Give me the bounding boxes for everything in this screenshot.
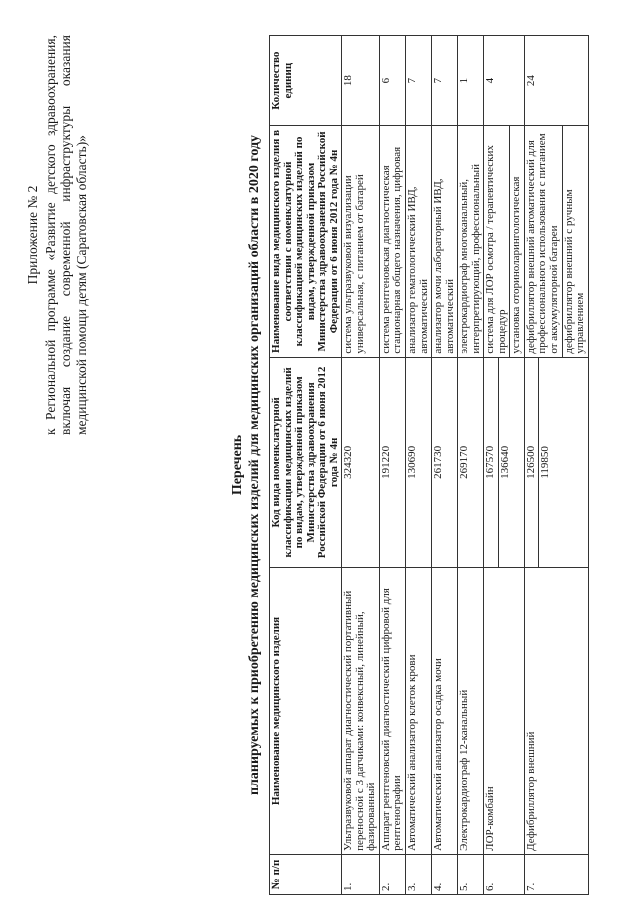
row-code: 324320 xyxy=(342,357,380,568)
row-qty: 7 xyxy=(406,36,432,126)
row-code: 126500 xyxy=(524,445,537,479)
table-row xyxy=(342,36,380,895)
row-name: Дефибриллятор внешний xyxy=(524,568,588,855)
row-kind: система для ЛОР осмотра / терапевтических процедур xyxy=(484,145,508,354)
table-row xyxy=(432,36,458,895)
row-qty: 6 xyxy=(379,36,405,126)
medical-devices-table xyxy=(269,35,589,895)
header-name: Наименование медицинского изделия xyxy=(270,568,342,855)
row-qty: 24 xyxy=(524,36,588,126)
row-kind-secondary: установка оториноларингологическая xyxy=(509,126,523,356)
title-line-1: Перечень xyxy=(230,434,245,496)
header-no: № п/п xyxy=(270,854,342,894)
row-no: 1. xyxy=(342,854,380,894)
row-name: ЛОР-комбайн xyxy=(484,568,525,855)
table-row xyxy=(484,36,525,895)
row-name: Автоматический анализатор клеток крови xyxy=(406,568,432,855)
row-qty: 7 xyxy=(432,36,458,126)
row-kind: анализатор гематологический ИВД, автоматический xyxy=(406,126,432,357)
row-code-secondary: 136640 xyxy=(498,358,512,568)
table-row xyxy=(524,36,588,895)
document-title xyxy=(230,35,264,895)
row-kind-secondary: дефибриллятор внешний с ручным управлением xyxy=(562,126,587,356)
row-kind: дефибриллятор внешний автоматический для профессионального использования с питанием от аккумуляторной батареи xyxy=(524,133,561,354)
row-qty: 4 xyxy=(484,36,525,126)
row-code-cell xyxy=(524,357,588,568)
row-code-secondary: 119850 xyxy=(538,358,552,568)
header-code: Код вида номенклатурной классификации медицинских изделий по видам, утвержденной приказом Министерства здравоохранения Российской Федерации от 6 июня 2012 года № 4н xyxy=(270,357,342,568)
title-line-2: планируемых к приобретению медицинских изделий для медицинских организаций области в 2020 году xyxy=(246,134,262,796)
row-no: 4. xyxy=(432,854,458,894)
appendix-number: Приложение № 2 xyxy=(25,185,40,285)
row-code: 167570 xyxy=(484,445,497,479)
row-code: 269170 xyxy=(458,357,484,568)
row-kind: система рентгеновская диагностическая стационарная общего назначения, цифровая xyxy=(379,126,405,357)
row-kind-cell xyxy=(484,126,525,357)
table-row xyxy=(406,36,432,895)
table-row xyxy=(379,36,405,895)
row-code: 130690 xyxy=(406,357,432,568)
row-code-cell xyxy=(484,357,525,568)
appendix-note xyxy=(25,35,89,435)
row-kind: система ультразвуковой визуализации универсальная, с питанием от батарей xyxy=(342,126,380,357)
row-no: 2. xyxy=(379,854,405,894)
row-qty: 1 xyxy=(458,36,484,126)
appendix-body: к Региональной программе «Развитие детского здравоохранения, включая создание современной инфраструктуры оказания медицинской помощи детям (Саратовская область)» xyxy=(42,35,89,435)
header-kind: Наименование вида медицинского изделия в соответствии с номенклатурной классификацией медицинских изделий по видам, утвержденной приказом Министерства здравоохранения Российской Федерации от 6 июня 2012 года № 4н xyxy=(270,126,342,357)
row-code: 191220 xyxy=(379,357,405,568)
header-qty: Количество единиц xyxy=(270,36,342,126)
row-qty: 18 xyxy=(342,36,380,126)
row-no: 5. xyxy=(458,854,484,894)
row-no: 6. xyxy=(484,854,525,894)
row-no: 7. xyxy=(524,854,588,894)
row-kind: электрокардиограф многоканальный, интерпретирующий, профессиональный xyxy=(458,126,484,357)
table-row xyxy=(458,36,484,895)
row-name: Автоматический анализатор осадка мочи xyxy=(432,568,458,855)
row-kind-cell xyxy=(524,126,588,357)
row-name: Электрокардиограф 12-канальный xyxy=(458,568,484,855)
row-no: 3. xyxy=(406,854,432,894)
document-page xyxy=(25,35,625,895)
row-name: Аппарат рентгеновский диагностический цифровой для рентгенографии xyxy=(379,568,405,855)
row-kind: анализатор мочи лабораторный ИВД, автоматический xyxy=(432,126,458,357)
row-code: 261730 xyxy=(432,357,458,568)
row-name: Ультразвуковой аппарат диагностический портативный переносной с 3 датчиками: конвексный, линейный, фазированный xyxy=(342,568,380,855)
table-header-row xyxy=(270,36,342,895)
